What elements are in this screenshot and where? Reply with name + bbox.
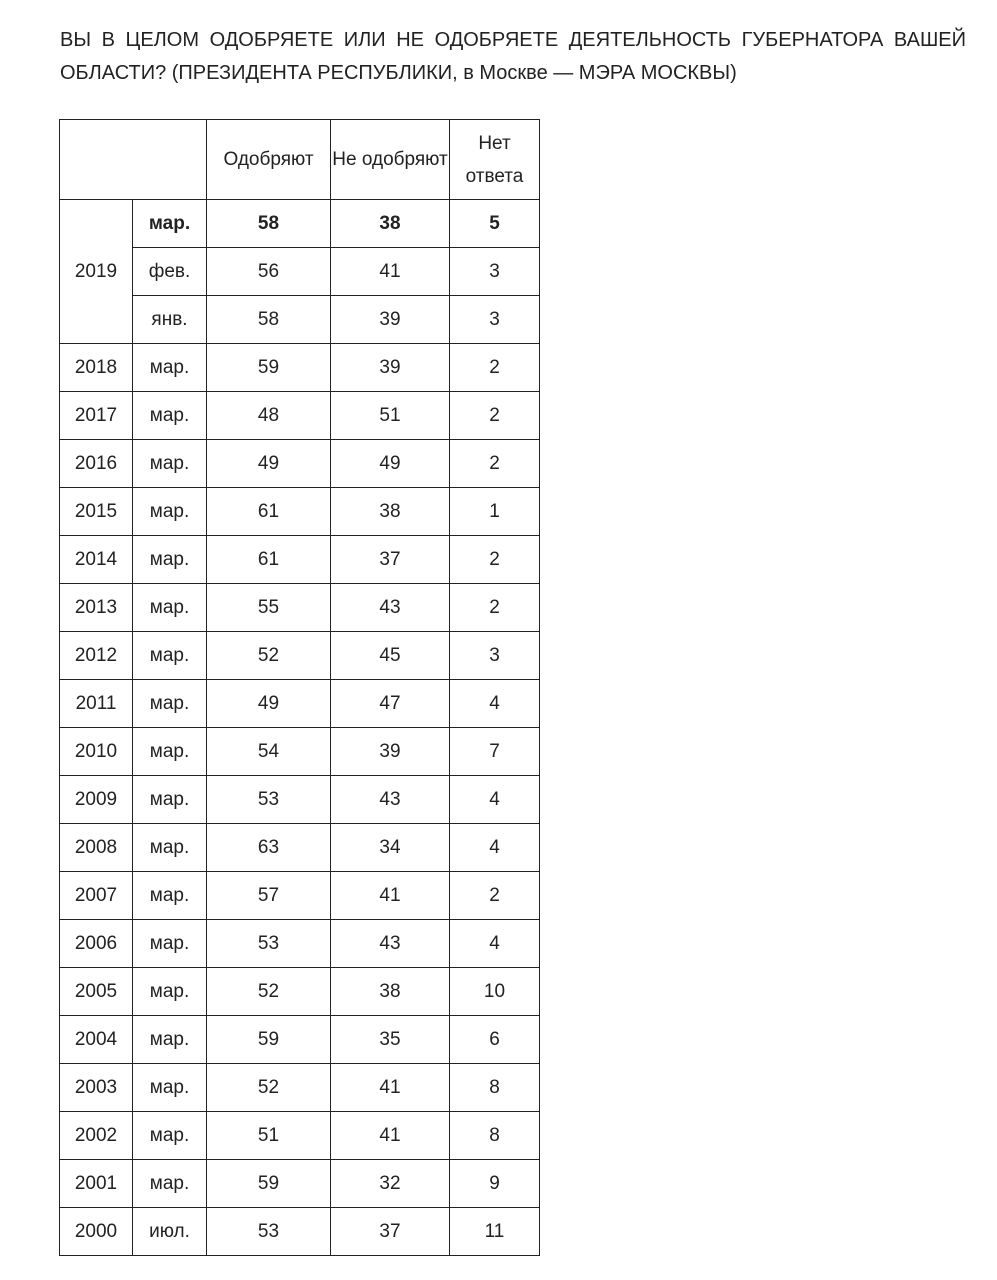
cell-year: 2011 — [60, 680, 133, 728]
cell-no-answer: 8 — [450, 1064, 540, 1112]
cell-approve: 57 — [207, 872, 331, 920]
cell-disapprove: 51 — [331, 392, 450, 440]
table-row — [60, 440, 540, 488]
table-row — [60, 632, 540, 680]
cell-disapprove: 38 — [331, 968, 450, 1016]
cell-approve: 52 — [207, 1064, 331, 1112]
cell-year: 2003 — [60, 1064, 133, 1112]
cell-year: 2005 — [60, 968, 133, 1016]
cell-month: мар. — [133, 920, 207, 968]
cell-no-answer: 11 — [450, 1208, 540, 1256]
cell-no-answer: 6 — [450, 1016, 540, 1064]
table-row — [60, 584, 540, 632]
cell-month: мар. — [133, 1160, 207, 1208]
cell-year: 2015 — [60, 488, 133, 536]
cell-year: 2004 — [60, 1016, 133, 1064]
cell-approve: 55 — [207, 584, 331, 632]
cell-no-answer: 7 — [450, 728, 540, 776]
cell-no-answer: 10 — [450, 968, 540, 1016]
cell-approve: 52 — [207, 632, 331, 680]
survey-question: ВЫ В ЦЕЛОМ ОДОБРЯЕТЕ ИЛИ НЕ ОДОБРЯЕТЕ ДЕЯТЕЛЬНОСТЬ ГУБЕРНАТОРА ВАШЕЙ ОБЛАСТИ? (ПРЕЗИДЕНТА РЕСПУБЛИКИ, в Москве — МЭРА МОСКВЫ) — [60, 29, 966, 84]
cell-year: 2018 — [60, 344, 133, 392]
cell-month: мар. — [133, 584, 207, 632]
cell-approve: 56 — [207, 248, 331, 296]
cell-approve: 58 — [207, 296, 331, 344]
cell-disapprove: 41 — [331, 1112, 450, 1160]
cell-disapprove: 35 — [331, 1016, 450, 1064]
cell-no-answer: 2 — [450, 536, 540, 584]
table-row — [60, 1160, 540, 1208]
cell-approve: 59 — [207, 344, 331, 392]
cell-month: мар. — [133, 536, 207, 584]
cell-disapprove: 37 — [331, 536, 450, 584]
cell-month: мар. — [133, 776, 207, 824]
cell-year: 2009 — [60, 776, 133, 824]
cell-year: 2000 — [60, 1208, 133, 1256]
cell-month: фев. — [133, 248, 207, 296]
cell-month: июл. — [133, 1208, 207, 1256]
table-row — [60, 536, 540, 584]
cell-no-answer: 4 — [450, 680, 540, 728]
cell-approve: 58 — [207, 200, 331, 248]
table-row — [60, 344, 540, 392]
cell-disapprove: 34 — [331, 824, 450, 872]
cell-month: мар. — [133, 1064, 207, 1112]
cell-no-answer: 5 — [450, 200, 540, 248]
cell-disapprove: 49 — [331, 440, 450, 488]
cell-no-answer: 2 — [450, 440, 540, 488]
header-no-answer: Нет ответа — [450, 120, 540, 200]
cell-disapprove: 45 — [331, 632, 450, 680]
cell-disapprove: 43 — [331, 776, 450, 824]
table-row — [60, 968, 540, 1016]
cell-year: 2012 — [60, 632, 133, 680]
cell-approve: 53 — [207, 1208, 331, 1256]
cell-approve: 61 — [207, 488, 331, 536]
cell-disapprove: 32 — [331, 1160, 450, 1208]
cell-year: 2006 — [60, 920, 133, 968]
cell-year: 2007 — [60, 872, 133, 920]
cell-year: 2010 — [60, 728, 133, 776]
header-disapprove: Не одобряют — [331, 120, 450, 200]
cell-month: мар. — [133, 440, 207, 488]
table-row — [60, 1112, 540, 1160]
table-header-row — [60, 120, 540, 200]
cell-disapprove: 47 — [331, 680, 450, 728]
cell-year: 2016 — [60, 440, 133, 488]
cell-year: 2014 — [60, 536, 133, 584]
cell-disapprove: 41 — [331, 1064, 450, 1112]
cell-month: мар. — [133, 392, 207, 440]
cell-year: 2002 — [60, 1112, 133, 1160]
cell-disapprove: 39 — [331, 296, 450, 344]
table-row — [60, 1064, 540, 1112]
cell-month: мар. — [133, 824, 207, 872]
cell-no-answer: 2 — [450, 392, 540, 440]
cell-year: 2001 — [60, 1160, 133, 1208]
cell-disapprove: 41 — [331, 248, 450, 296]
cell-disapprove: 39 — [331, 344, 450, 392]
table-row — [60, 872, 540, 920]
cell-disapprove: 37 — [331, 1208, 450, 1256]
table-row — [60, 920, 540, 968]
table-row — [60, 200, 540, 248]
cell-year: 2008 — [60, 824, 133, 872]
cell-disapprove: 38 — [331, 488, 450, 536]
cell-no-answer: 2 — [450, 872, 540, 920]
cell-month: мар. — [133, 344, 207, 392]
cell-month: мар. — [133, 200, 207, 248]
cell-no-answer: 2 — [450, 344, 540, 392]
table-row — [60, 728, 540, 776]
cell-month: мар. — [133, 1016, 207, 1064]
cell-disapprove: 39 — [331, 728, 450, 776]
cell-approve: 63 — [207, 824, 331, 872]
table-row — [60, 392, 540, 440]
table-row — [60, 1016, 540, 1064]
cell-year: 2013 — [60, 584, 133, 632]
table-row — [60, 776, 540, 824]
cell-disapprove: 43 — [331, 920, 450, 968]
cell-no-answer: 4 — [450, 824, 540, 872]
header-approve: Одобряют — [207, 120, 331, 200]
cell-month: мар. — [133, 872, 207, 920]
cell-approve: 49 — [207, 680, 331, 728]
cell-disapprove: 38 — [331, 200, 450, 248]
cell-no-answer: 3 — [450, 632, 540, 680]
cell-approve: 61 — [207, 536, 331, 584]
cell-month: мар. — [133, 1112, 207, 1160]
cell-month: мар. — [133, 968, 207, 1016]
cell-no-answer: 4 — [450, 776, 540, 824]
cell-approve: 53 — [207, 776, 331, 824]
cell-month: мар. — [133, 680, 207, 728]
cell-approve: 48 — [207, 392, 331, 440]
cell-approve: 52 — [207, 968, 331, 1016]
table-row — [60, 824, 540, 872]
cell-approve: 54 — [207, 728, 331, 776]
cell-no-answer: 4 — [450, 920, 540, 968]
cell-month: янв. — [133, 296, 207, 344]
cell-month: мар. — [133, 632, 207, 680]
cell-no-answer: 3 — [450, 248, 540, 296]
cell-approve: 53 — [207, 920, 331, 968]
cell-month: мар. — [133, 488, 207, 536]
cell-year: 2017 — [60, 392, 133, 440]
table-row — [60, 680, 540, 728]
header-period — [60, 120, 207, 200]
cell-year: 2019 — [60, 200, 133, 344]
cell-disapprove: 41 — [331, 872, 450, 920]
table-row — [60, 1208, 540, 1256]
cell-approve: 51 — [207, 1112, 331, 1160]
table-row — [60, 488, 540, 536]
cell-no-answer: 8 — [450, 1112, 540, 1160]
cell-disapprove: 43 — [331, 584, 450, 632]
cell-month: мар. — [133, 728, 207, 776]
cell-no-answer: 2 — [450, 584, 540, 632]
cell-no-answer: 3 — [450, 296, 540, 344]
cell-no-answer: 9 — [450, 1160, 540, 1208]
table-body — [60, 200, 540, 1256]
cell-approve: 59 — [207, 1160, 331, 1208]
cell-approve: 59 — [207, 1016, 331, 1064]
results-table — [59, 119, 540, 1256]
cell-approve: 49 — [207, 440, 331, 488]
cell-no-answer: 1 — [450, 488, 540, 536]
